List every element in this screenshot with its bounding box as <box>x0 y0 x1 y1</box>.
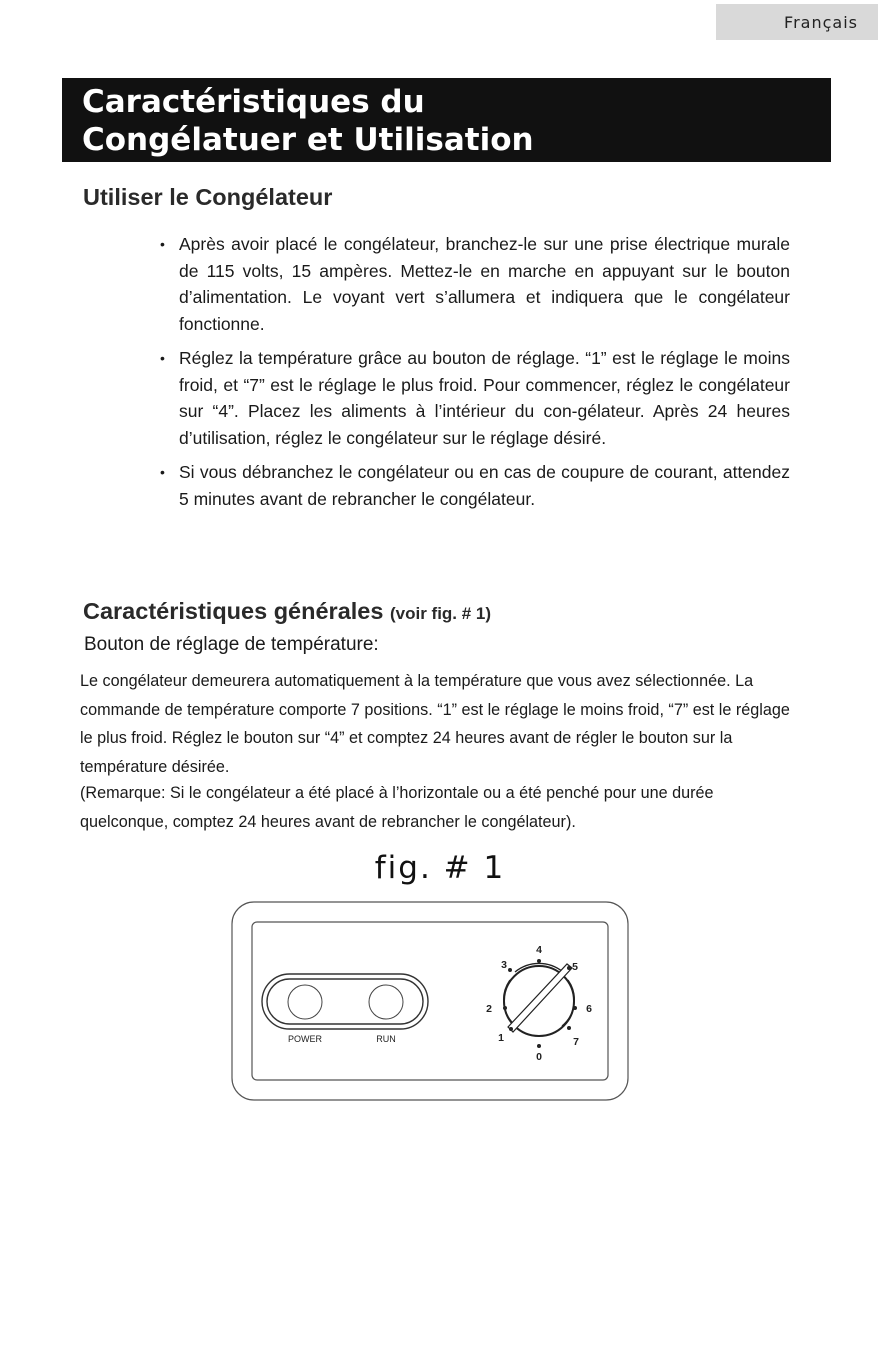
dial-label-7: 7 <box>573 1036 579 1048</box>
run-button-icon <box>369 985 403 1019</box>
page-title-line1: Caractéristiques du <box>82 84 425 120</box>
dial-label-2: 2 <box>486 1003 492 1015</box>
control-panel-diagram <box>230 900 630 1102</box>
figure-reference: (voir fig. # 1) <box>389 604 492 623</box>
dial-label-4: 4 <box>536 944 542 956</box>
list-item: • Réglez la température grâce au bouton de réglage. “1” est le réglage le moins froid, et “7” est le réglage le plus froid. Pour commencer, réglez le congélateur sur “4”. Placez les aliments à l’intérieur du con-gélateur. Après 24 heures d’utilisation, réglez le congélateur sur le réglage désiré. <box>160 345 790 451</box>
temperature-knob-subheading: Bouton de réglage de température: <box>84 634 379 655</box>
dial-label-6: 6 <box>586 1003 592 1015</box>
list-item: • Après avoir placé le congélateur, branchez-le sur une prise électrique murale de 115 volts, 15 ampères. Mettez-le en marche en appuyant sur le bouton d’alimentation. Le voyant vert s’allumera et indiquera que le congélateur fonctionne. <box>160 231 790 337</box>
page-title-banner <box>62 78 831 162</box>
note-paragraph: (Remarque: Si le congélateur a été placé à l’horizontale ou a été penché pour une durée quelconque, comptez 24 heures avant de rebrancher le congélateur). <box>80 784 714 831</box>
instructions-list <box>160 231 790 520</box>
section-heading-general-features <box>83 598 491 625</box>
list-item: • Si vous débranchez le congélateur ou en cas de coupure de courant, attendez 5 minutes avant de rebrancher le congélateur. <box>160 459 790 512</box>
section-heading-using-freezer: Utiliser le Congélateur <box>83 184 333 210</box>
figure-caption: fig. # 1 <box>374 850 506 886</box>
dial-label-0: 0 <box>536 1051 542 1063</box>
general-features-heading-text: Caractéristiques générales <box>83 598 384 624</box>
power-button-icon <box>288 985 322 1019</box>
language-tab: Français <box>716 4 878 40</box>
dial-label-5: 5 <box>572 961 578 973</box>
dial-label-1: 1 <box>498 1032 504 1044</box>
power-label: POWER <box>287 1034 323 1044</box>
dial-label-3: 3 <box>501 959 507 971</box>
page-title-line2: Congélatuer et Utilisation <box>82 122 534 158</box>
run-label: RUN <box>376 1034 396 1044</box>
temperature-paragraph: Le congélateur demeurera automatiquement à la température que vous avez sélectionnée. La commande de température comporte 7 positions. “1” est le réglage le moins froid, “7” est le réglage le plus froid. Réglez le bouton sur “4” et comptez 24 heures avant de régler le bouton sur la température désirée. <box>80 672 790 776</box>
